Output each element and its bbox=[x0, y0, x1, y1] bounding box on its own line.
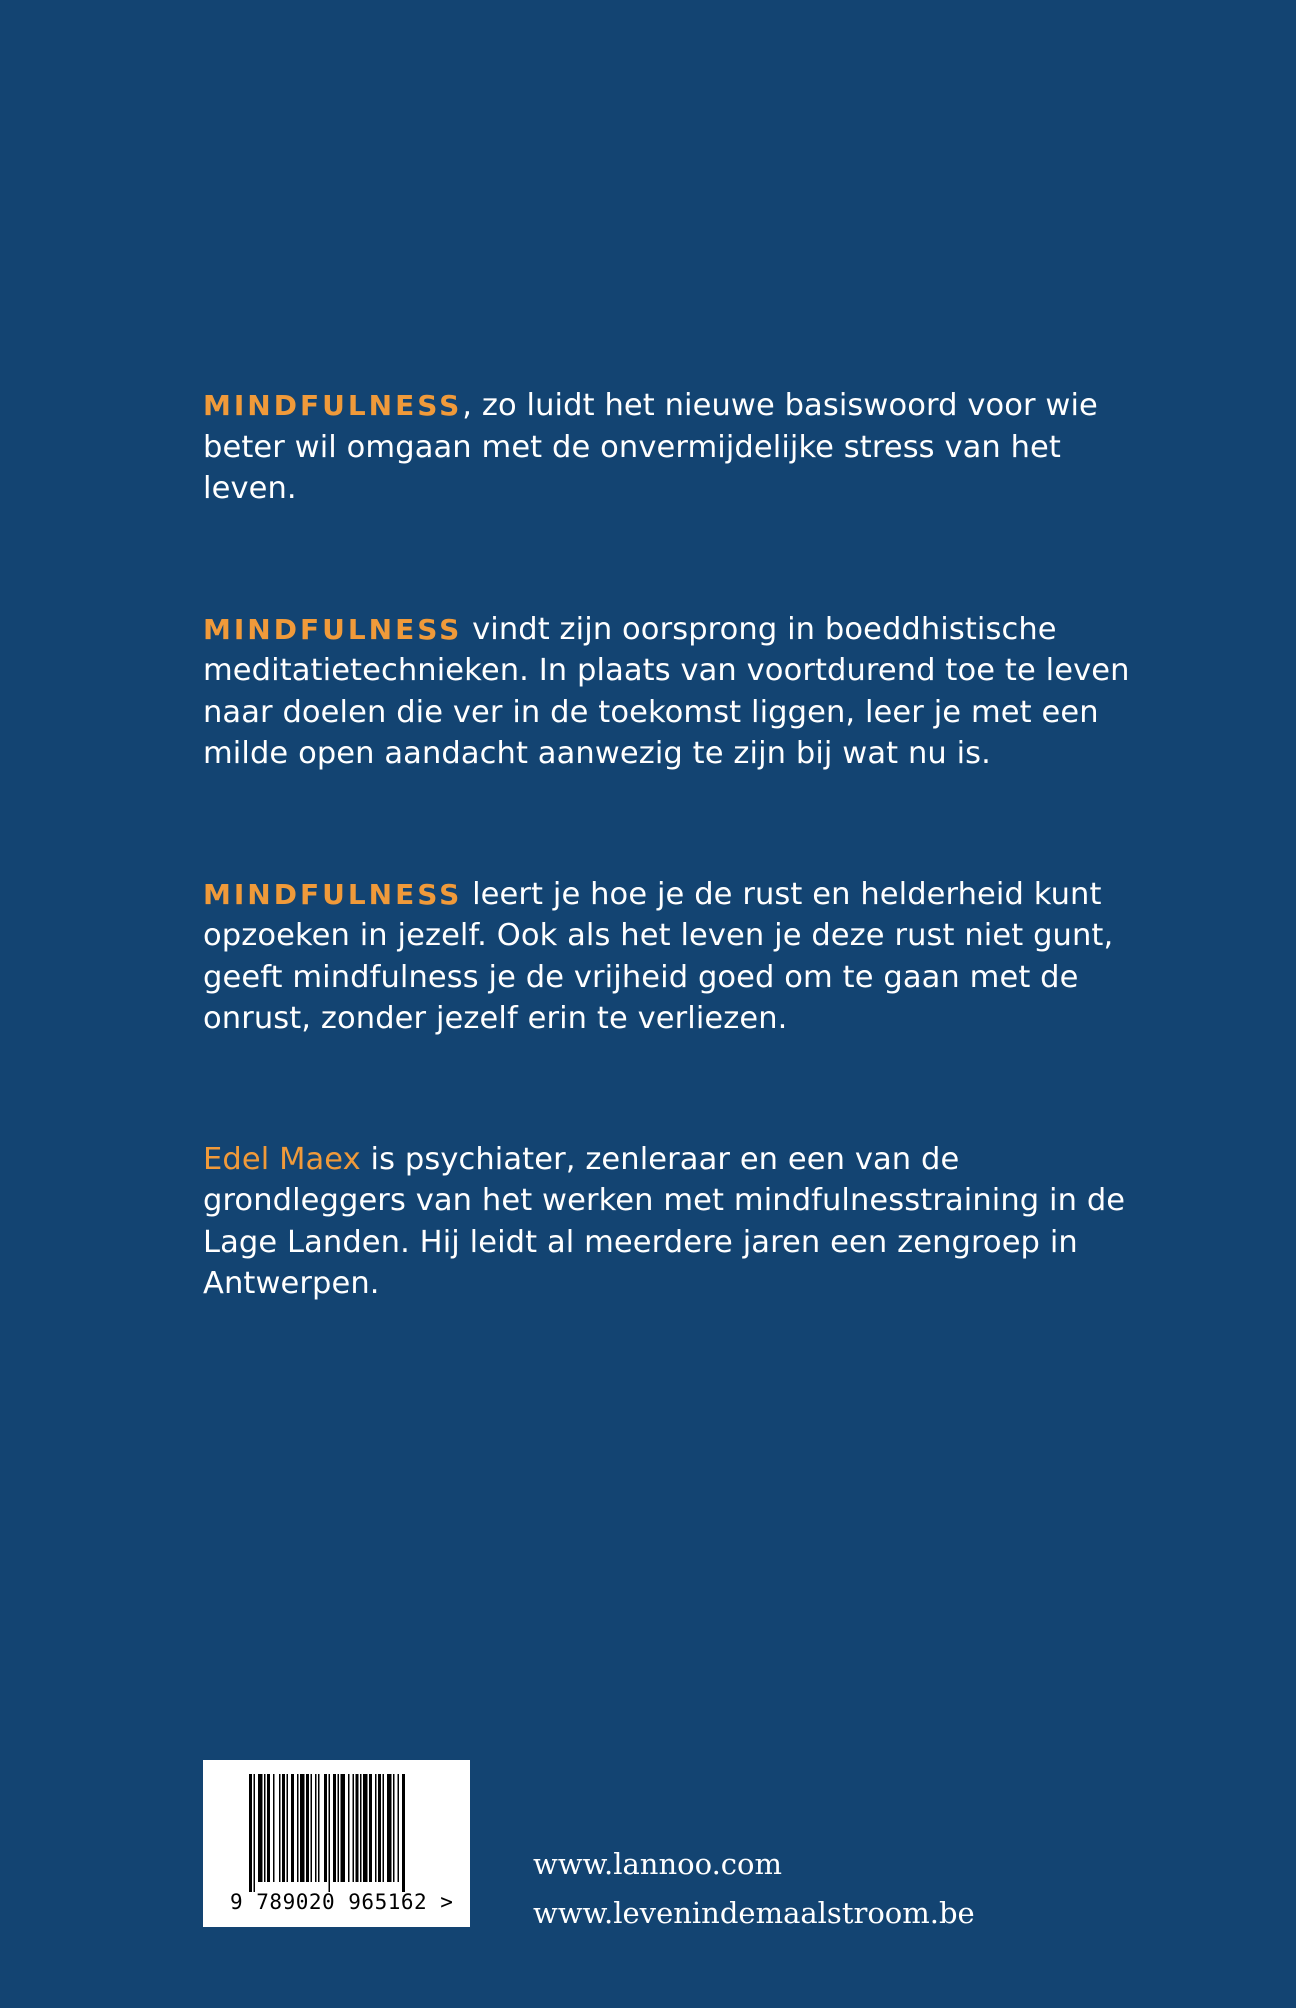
barcode-bar bbox=[333, 1774, 336, 1882]
paragraph-text: vindt zijn oorsprong in boeddhistische meditatietechnieken. In plaats van voortdurend toe te leven naar doelen die ver in de toekomst liggen, leer je met een milde open aandacht aanwezig te zijn bij wat nu is. bbox=[203, 611, 1130, 771]
paragraph-text: , zo luidt het nieuwe basiswoord voor wie beter wil omgaan met de onvermijdelijke stress van het leven. bbox=[203, 388, 1098, 506]
barcode-bar bbox=[402, 1774, 405, 1892]
keyword-mindfulness: MINDFULNESS bbox=[203, 877, 463, 911]
barcode-bar bbox=[297, 1774, 299, 1882]
barcode-bar bbox=[258, 1774, 263, 1882]
barcode-bar bbox=[315, 1774, 317, 1882]
barcode-bar bbox=[300, 1774, 305, 1882]
barcode-bar bbox=[267, 1774, 270, 1882]
barcode-bar bbox=[363, 1774, 368, 1882]
barcode-bar bbox=[282, 1774, 285, 1882]
barcode-bar bbox=[378, 1774, 381, 1882]
barcode-bar bbox=[383, 1774, 385, 1882]
barcode-bar bbox=[306, 1774, 309, 1882]
paragraph-text: leert je hoe je de rust en helderheid kunt opzoeken in jezelf. Ook als het leven je deze rust niet gunt, geeft mindfulness je de vrijheid goed om te gaan met de onrust, zonder jezelf erin te verliezen. bbox=[203, 876, 1114, 1036]
barcode-bar bbox=[264, 1774, 266, 1882]
barcode-bar bbox=[329, 1774, 331, 1892]
barcode-bar bbox=[341, 1774, 346, 1882]
paragraph-1 bbox=[203, 385, 1143, 510]
barcode-bar bbox=[324, 1774, 327, 1882]
barcode-bar bbox=[291, 1774, 294, 1882]
author-bio bbox=[203, 1139, 1143, 1305]
barcode-bar bbox=[393, 1774, 395, 1882]
keyword-mindfulness: MINDFULNESS bbox=[203, 389, 463, 422]
url-lannoo[interactable]: www.lannoo.com bbox=[533, 1847, 782, 1881]
keyword-mindfulness: MINDFULNESS bbox=[203, 612, 463, 646]
barcode-bar bbox=[387, 1774, 392, 1882]
barcode-bar bbox=[375, 1774, 377, 1882]
barcode-bar bbox=[254, 1774, 256, 1892]
url-levenindemaalstroom[interactable]: www.levenindemaalstroom.be bbox=[533, 1896, 975, 1930]
paragraph-2 bbox=[203, 609, 1143, 775]
barcode-bar bbox=[360, 1774, 362, 1882]
barcode-bar bbox=[279, 1774, 281, 1882]
barcode-bar bbox=[353, 1774, 355, 1882]
barcode-digits: 9 789020 965162 > bbox=[230, 1890, 454, 1914]
author-name: Edel Maex bbox=[203, 1141, 361, 1177]
barcode-bar bbox=[249, 1774, 252, 1892]
barcode-bar bbox=[287, 1774, 289, 1882]
publisher-urls bbox=[533, 1840, 975, 1938]
barcode-bar bbox=[338, 1774, 340, 1882]
barcode-bar bbox=[318, 1774, 320, 1882]
barcode-bar bbox=[348, 1774, 350, 1882]
barcode-bar bbox=[369, 1774, 372, 1882]
paragraph-3 bbox=[203, 874, 1143, 1040]
barcode-bar bbox=[356, 1774, 359, 1882]
author-bio-text: is psychiater, zenleraar en een van de grondleggers van het werken met mindfulnesstraining in de Lage Landen. Hij leidt al meerdere jaren een zengroep in Antwerpen. bbox=[203, 1141, 1126, 1301]
barcode-bar bbox=[311, 1774, 313, 1882]
blurb-text bbox=[203, 385, 1143, 1305]
isbn-barcode bbox=[203, 1760, 470, 1927]
barcode-bar bbox=[273, 1774, 275, 1882]
barcode-bar bbox=[398, 1774, 400, 1882]
